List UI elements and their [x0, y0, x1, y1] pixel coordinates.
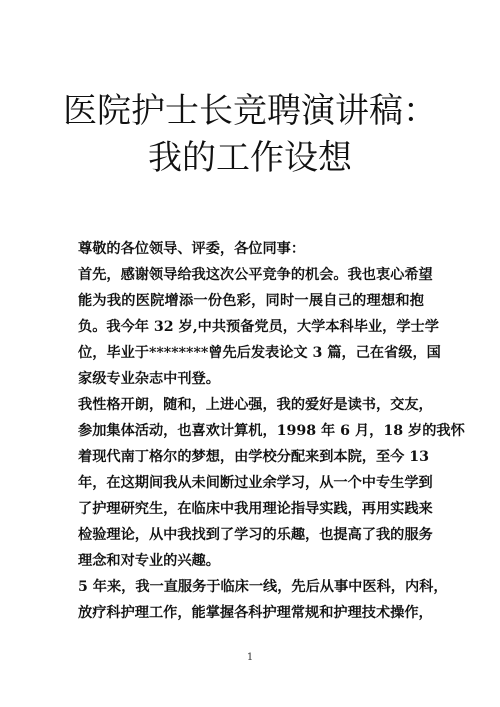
body-line: 首先，感谢领导给我这次公平竞争的机会。我也衷心希望 — [78, 267, 433, 283]
body-line: 位，毕业于********曾先后发表论文 3 篇，己在省级，国 — [78, 345, 441, 361]
body-line: 检验理论，从中我找到了学习的乐趣，也提高了我的服务 — [78, 527, 433, 543]
body-line: 着现代南丁格尔的梦想，由学校分配来到本院，至今 13 — [78, 449, 429, 465]
salutation-line: 尊敬的各位领导、评委，各位同事： — [78, 241, 306, 257]
body-line: 理念和对专业的兴趣。 — [78, 553, 220, 569]
body-line: 负。我今年 32 岁,中共预备党员，大学本科毕业，学士学 — [78, 319, 439, 335]
body-line: 5 年来，我一直服务于临床一线，先后从事中医科，内科， — [78, 579, 448, 595]
body-line: 我性格开朗，随和，上进心强，我的爱好是读书，交友， — [78, 397, 433, 413]
body-line: 能为我的医院增添一份色彩，同时一展自己的理想和抱 — [78, 293, 424, 309]
body-line: 了护理研究生，在临床中我用理论指导实践，再用实践来 — [78, 501, 433, 517]
document-title-line-1: 医院护士长竞聘演讲稿： — [63, 91, 437, 131]
body-line: 参加集体活动，也喜欢计算机，1998 年 6 月，18 岁的我怀 — [78, 423, 465, 439]
body-line: 年，在这期间我从未间断过业余学习，从一个中专生学到 — [78, 475, 433, 491]
page-number: 1 — [246, 652, 254, 663]
body-line: 放疗科护理工作，能掌握各科护理常规和护理技术操作， — [78, 605, 433, 621]
document-title-line-2: 我的工作设想 — [148, 138, 352, 178]
body-line: 家级专业杂志中刊登。 — [78, 371, 220, 387]
document-body — [78, 236, 465, 626]
